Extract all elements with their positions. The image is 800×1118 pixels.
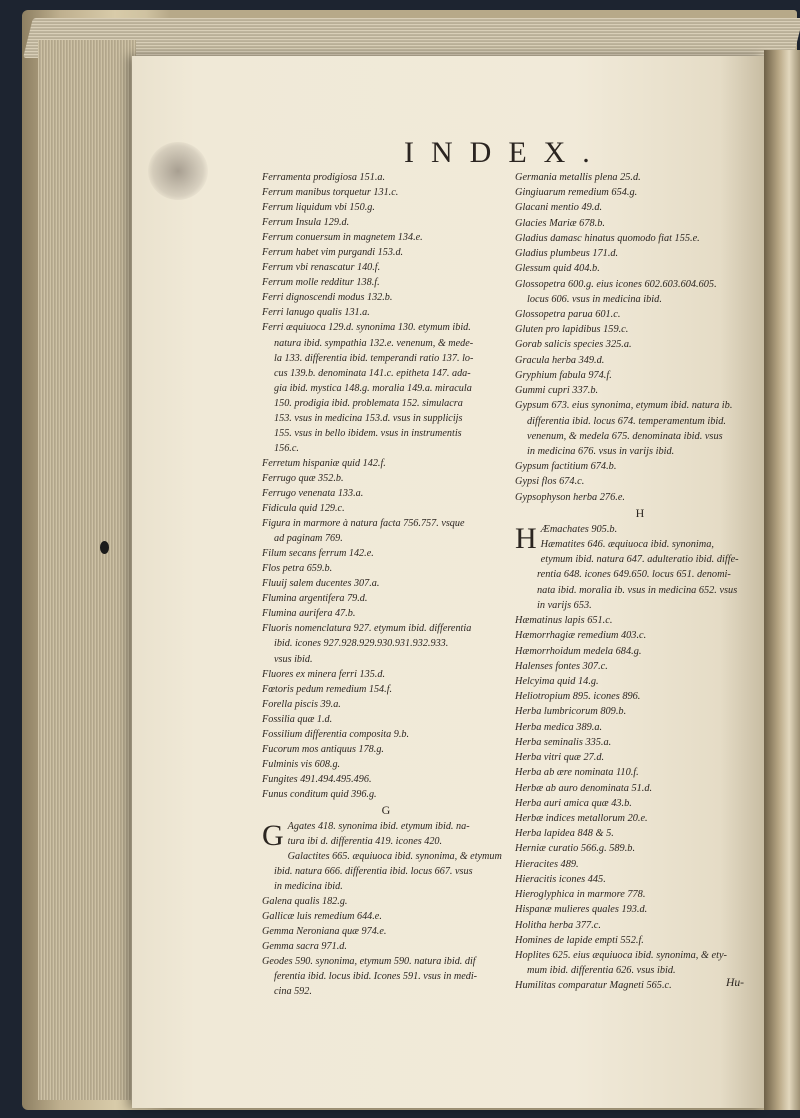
index-entry-line: ibid. icones 927.928.929.930.931.932.933. <box>274 638 449 650</box>
index-entry <box>515 231 765 246</box>
index-entry-line: Hæmorrhagiæ remedium 403.c. <box>515 630 647 642</box>
index-entry-line: la 133. differentia ibid. temperandi ratio 137. lo- <box>274 352 474 364</box>
index-entry <box>515 796 765 811</box>
index-entry <box>515 735 765 750</box>
index-entry-line: Halenses fontes 307.c. <box>515 660 608 672</box>
index-entry-line: ad paginam 769. <box>274 533 343 545</box>
index-entry <box>262 215 510 230</box>
index-entry <box>262 546 510 561</box>
index-entry <box>262 742 510 757</box>
index-entry-line: cus 139.b. denominata 141.c. epitheta 147. ada- <box>274 367 471 379</box>
index-entry <box>515 185 765 200</box>
index-entry-line: Funus conditum quid 396.g. <box>262 788 377 800</box>
index-entry-line: Glacies Mariæ 678.b. <box>515 217 605 229</box>
index-column-left <box>262 170 510 1000</box>
index-entry <box>262 471 510 486</box>
index-entry-line: Hæmatites 646. æquiuoca ibid. synonima, <box>540 539 714 551</box>
index-entry <box>262 621 510 666</box>
index-entry <box>515 644 765 659</box>
book-spine <box>764 50 800 1110</box>
index-entry-line: Herba ab ære nominata 110.f. <box>515 767 639 779</box>
index-entry-line: Hispanæ mulieres quales 193.d. <box>515 904 648 916</box>
index-entry-line: Hæmatinus lapis 651.c. <box>515 615 613 627</box>
index-entry-line: Herba lumbricorum 809.b. <box>515 706 627 718</box>
index-entry-line: Gypsum 673. eius synonima, etymum ibid. natura ib. <box>515 400 733 412</box>
index-entry-line: locus 606. vsus in medicina ibid. <box>527 293 662 305</box>
index-entry-line: Gypsophyson herba 276.e. <box>515 491 625 503</box>
section-letter-heading: G <box>381 802 391 817</box>
index-entry <box>262 954 510 999</box>
index-entry-line: GAgates 418. synonima ibid. etymum ibid. na- <box>262 818 470 852</box>
index-entry-line: ibid. natura 666. differentia ibid. locus 667. vsus <box>274 866 473 878</box>
index-entry <box>515 887 765 902</box>
index-entry-line: vsus ibid. <box>274 653 313 665</box>
index-entry-line: 150. prodigia ibid. problemata 152. simulacra <box>274 397 463 409</box>
index-entry <box>262 170 510 185</box>
index-entry-line: Forella piscis 39.a. <box>262 698 341 710</box>
index-entry <box>515 474 765 489</box>
index-entry-line: Fluoris nomenclatura 927. etymum ibid. differentia <box>262 623 472 635</box>
index-entry <box>262 576 510 591</box>
index-entry <box>515 918 765 933</box>
index-entry-line: Flos petra 659.b. <box>262 563 333 575</box>
index-entry <box>262 320 510 455</box>
index-entry-line: Herbæ indices metallorum 20.e. <box>515 812 648 824</box>
index-entry <box>262 516 510 546</box>
index-entry <box>515 933 765 948</box>
index-entry-line: Gluten pro lapidibus 159.c. <box>515 324 629 336</box>
index-entry-line: Herba auri amica quæ 43.b. <box>515 797 632 809</box>
index-entry-line: Gypsi flos 674.c. <box>515 476 585 488</box>
index-entry <box>515 781 765 796</box>
index-entry-line: Herba lapidea 848 & 5. <box>515 828 614 840</box>
index-entry-line: mum ibid. differentia 626. vsus ibid. <box>527 965 676 977</box>
index-entry <box>515 704 765 719</box>
index-entry <box>515 948 765 978</box>
index-entry-line: Germania metallis plena 25.d. <box>515 172 641 183</box>
index-entry-line: Fidicula quid 129.c. <box>262 503 345 515</box>
index-entry-line: Hieracitis icones 445. <box>515 873 606 885</box>
index-entry-line: 156.c. <box>274 442 299 454</box>
index-entry-line: Hoplites 625. eius æquiuoca ibid. synonima, & ety- <box>515 949 727 961</box>
index-entry-line: Geodes 590. synonima, etymum 590. natura ibid. dif <box>262 956 476 968</box>
index-entry <box>262 924 510 939</box>
index-entry <box>515 277 765 307</box>
index-entry-line: Glossopetra parua 601.c. <box>515 308 621 320</box>
page-edges-fore <box>38 40 136 1100</box>
index-entry-line: Holitha herba 377.c. <box>515 919 601 931</box>
index-entry-line: Fossilium differentia composita 9.b. <box>262 728 410 740</box>
index-entry-line: Ferrum manibus torquetur 131.c. <box>262 187 399 199</box>
index-entry-line: Ferrum conuersum in magnetem 134.e. <box>262 232 423 244</box>
index-entry-line: Gypsum factitium 674.b. <box>515 461 617 473</box>
index-entry-line: Flumina aurifera 47.b. <box>262 608 356 620</box>
index-entry-line: Glessum quid 404.b. <box>515 263 600 275</box>
index-entry <box>262 561 510 576</box>
index-entry <box>262 818 510 852</box>
index-entry-line: Herniæ curatio 566.g. 589.b. <box>515 843 636 855</box>
index-entry <box>515 246 765 261</box>
index-entry-line: Gemma Neroniana quæ 974.e. <box>262 926 387 938</box>
index-entry <box>515 322 765 337</box>
index-entry <box>515 720 765 735</box>
index-entry-line: Fluores ex minera ferri 135.d. <box>262 668 385 680</box>
index-entry <box>515 613 765 628</box>
index-entry <box>262 909 510 924</box>
index-entry-line: Gryphium fabula 974.f. <box>515 369 612 381</box>
index-entry-line: Humilitas comparatur Magneti 565.c. <box>515 980 672 992</box>
index-entry <box>262 591 510 606</box>
index-entry <box>262 757 510 772</box>
index-entry-line: Gladius plumbeus 171.d. <box>515 248 619 260</box>
index-entry-line: Ferri dignoscendi modus 132.b. <box>262 292 393 304</box>
index-entry <box>515 200 765 215</box>
index-entry-line: Ferrugo quæ 352.b. <box>262 472 344 484</box>
index-entry-line: Gladius damasc hinatus quomodo fiat 155.e. <box>515 232 700 244</box>
index-entry <box>515 841 765 856</box>
index-entry-line: Herba medica 389.a. <box>515 721 603 733</box>
index-entry <box>262 849 510 894</box>
index-entry <box>262 939 510 954</box>
index-entry-line: in medicina ibid. <box>274 881 343 893</box>
index-entry-line: Fucorum mos antiquus 178.g. <box>262 743 384 755</box>
index-entry <box>515 872 765 887</box>
index-entry-line: Gallicæ luis remedium 644.e. <box>262 911 382 923</box>
index-entry <box>262 200 510 215</box>
index-entry <box>515 490 765 505</box>
index-entry <box>515 459 765 474</box>
index-entry-line: Homines de lapide empti 552.f. <box>515 934 644 946</box>
index-entry <box>262 727 510 742</box>
index-entry <box>262 787 510 802</box>
index-entry <box>262 606 510 621</box>
index-entry-line: Herba seminalis 335.a. <box>515 736 612 748</box>
index-entry-line: Gingiuarum remedium 654.g. <box>515 187 638 199</box>
index-entry-line: HÆmachates 905.b. <box>515 521 618 555</box>
index-entry-line: tura ibi d. differentia 419. icones 420. <box>287 836 443 848</box>
index-entry-line: Figura in marmore à natura facta 756.757. vsque <box>262 518 465 530</box>
index-entry-line: differentia ibid. locus 674. temperamentum ibid. <box>527 415 726 427</box>
index-entry-line: 155. vsus in bello ibidem. vsus in instrumentis <box>274 427 462 439</box>
index-entry <box>515 765 765 780</box>
index-entry-line: 153. vsus in medicina 153.d. vsus in supplicijs <box>274 412 463 424</box>
index-entry <box>515 261 765 276</box>
index-entry-line: Gemma sacra 971.d. <box>262 941 347 953</box>
ink-blot <box>100 541 109 554</box>
index-entry <box>515 307 765 322</box>
index-entry <box>262 185 510 200</box>
index-entry-line: Fluuij salem ducentes 307.a. <box>262 578 380 590</box>
page-title: INDEX. <box>404 136 607 169</box>
index-entry <box>515 353 765 368</box>
index-entry-line: gia ibid. mystica 148.g. moralia 149.a. miracula <box>274 382 472 394</box>
index-entry <box>515 522 765 613</box>
index-entry-line: Fulminis vis 608.g. <box>262 758 341 770</box>
index-entry <box>515 674 765 689</box>
index-entry-line: Gorab salicis species 325.a. <box>515 339 632 351</box>
index-entry-line: Glacani mentio 49.d. <box>515 202 603 214</box>
page-stain <box>148 142 208 200</box>
index-entry-line: Ferretum hispaniæ quid 142.f. <box>262 457 386 469</box>
index-entry <box>262 697 510 712</box>
index-entry-line: Glossopetra 600.g. eius icones 602.603.604.605. <box>515 278 717 290</box>
index-entry <box>515 216 765 231</box>
index-entry <box>515 337 765 352</box>
index-entry-line: Ferrum Insula 129.d. <box>262 217 350 229</box>
index-entry-line: rentia 648. icones 649.650. locus 651. denomi- <box>537 569 731 581</box>
index-entry-line: Hæmorrhoidum medela 684.g. <box>515 645 642 657</box>
index-entry <box>262 260 510 275</box>
index-entry-line: Ferrum vbi renascatur 140.f. <box>262 262 381 274</box>
index-entry <box>262 245 510 260</box>
index-entry <box>515 857 765 872</box>
index-entry-line: cina 592. <box>274 986 312 998</box>
index-entry-line: Helcyima quid 14.g. <box>515 676 599 687</box>
section-letter-heading: H <box>635 505 645 520</box>
index-entry-line: Herbæ ab auro denominata 51.d. <box>515 782 653 794</box>
index-entry <box>515 170 765 185</box>
index-entry-line: in varijs 653. <box>537 599 592 611</box>
index-entry-line: Herba vitri quæ 27.d. <box>515 752 605 764</box>
index-entry-line: Ferrugo venenata 133.a. <box>262 487 364 499</box>
index-entry-line: natura ibid. sympathia 132.e. venenum, & mede- <box>274 337 474 349</box>
index-entry <box>515 383 765 398</box>
index-entry <box>515 659 765 674</box>
index-entry-line: etymum ibid. natura 647. adulteratio ibid. diffe- <box>540 554 739 566</box>
index-entry-line: Gummi cupri 337.b. <box>515 385 599 397</box>
index-entry-line: nata ibid. moralia ib. vsus in medicina 652. vsus <box>537 584 738 596</box>
index-entry-line: Ferri æquiuoca 129.d. synonima 130. etymum ibid. <box>262 322 471 334</box>
index-entry-line: Galena qualis 182.g. <box>262 896 348 908</box>
index-entry-line: ferentia ibid. locus ibid. Icones 591. vsus in medi- <box>274 971 478 983</box>
index-entry-line: Filum secans ferrum 142.e. <box>262 548 374 560</box>
index-entry-line: in medicina 676. vsus in varijs ibid. <box>527 445 675 457</box>
index-entry <box>262 275 510 290</box>
index-entry <box>515 689 765 704</box>
index-entry-line: Fossilia quæ 1.d. <box>262 713 333 725</box>
index-entry-line: Hieracites 489. <box>515 858 579 870</box>
index-entry-line: Hieroglyphica in marmore 778. <box>515 889 646 901</box>
index-entry <box>262 456 510 471</box>
index-entry <box>262 894 510 909</box>
index-entry <box>515 811 765 826</box>
index-entry <box>515 902 765 917</box>
index-entry <box>515 368 765 383</box>
index-entry-line: Gracula herba 349.d. <box>515 354 605 366</box>
index-entry-line: Heliotropium 895. icones 896. <box>515 691 641 703</box>
index-entry <box>262 712 510 727</box>
index-entry-line: venenum, & medela 675. denominata ibid. vsus <box>527 430 723 442</box>
index-entry <box>515 826 765 841</box>
index-entry-line: Ferri lanugo qualis 131.a. <box>262 307 370 319</box>
index-entry-line: Fœtoris pedum remedium 154.f. <box>262 683 393 695</box>
index-entry-line: Ferrum molle redditur 138.f. <box>262 277 380 289</box>
index-column-right <box>515 170 765 994</box>
page-edges-top <box>23 18 800 58</box>
index-entry <box>262 290 510 305</box>
index-entry-line: Ferrum liquidum vbi 150.g. <box>262 202 375 214</box>
index-entry <box>262 230 510 245</box>
index-entry <box>262 772 510 787</box>
index-entry <box>262 486 510 501</box>
index-entry <box>515 750 765 765</box>
index-entry <box>262 667 510 682</box>
index-entry-line: Ferramenta prodigiosa 151.a. <box>262 172 386 183</box>
index-entry <box>262 682 510 697</box>
index-entry-line: Ferrum habet vim purgandi 153.d. <box>262 247 404 259</box>
index-entry <box>515 398 765 459</box>
index-entry-line: Flumina argentifera 79.d. <box>262 593 368 605</box>
index-entry-line: Galactites 665. æquiuoca ibid. synonima, & etymum <box>287 851 502 863</box>
index-entry <box>515 628 765 643</box>
index-entry <box>262 501 510 516</box>
index-entry <box>262 305 510 320</box>
catchword: Hu- <box>726 976 745 989</box>
index-entry-line: Fungites 491.494.495.496. <box>262 773 372 785</box>
